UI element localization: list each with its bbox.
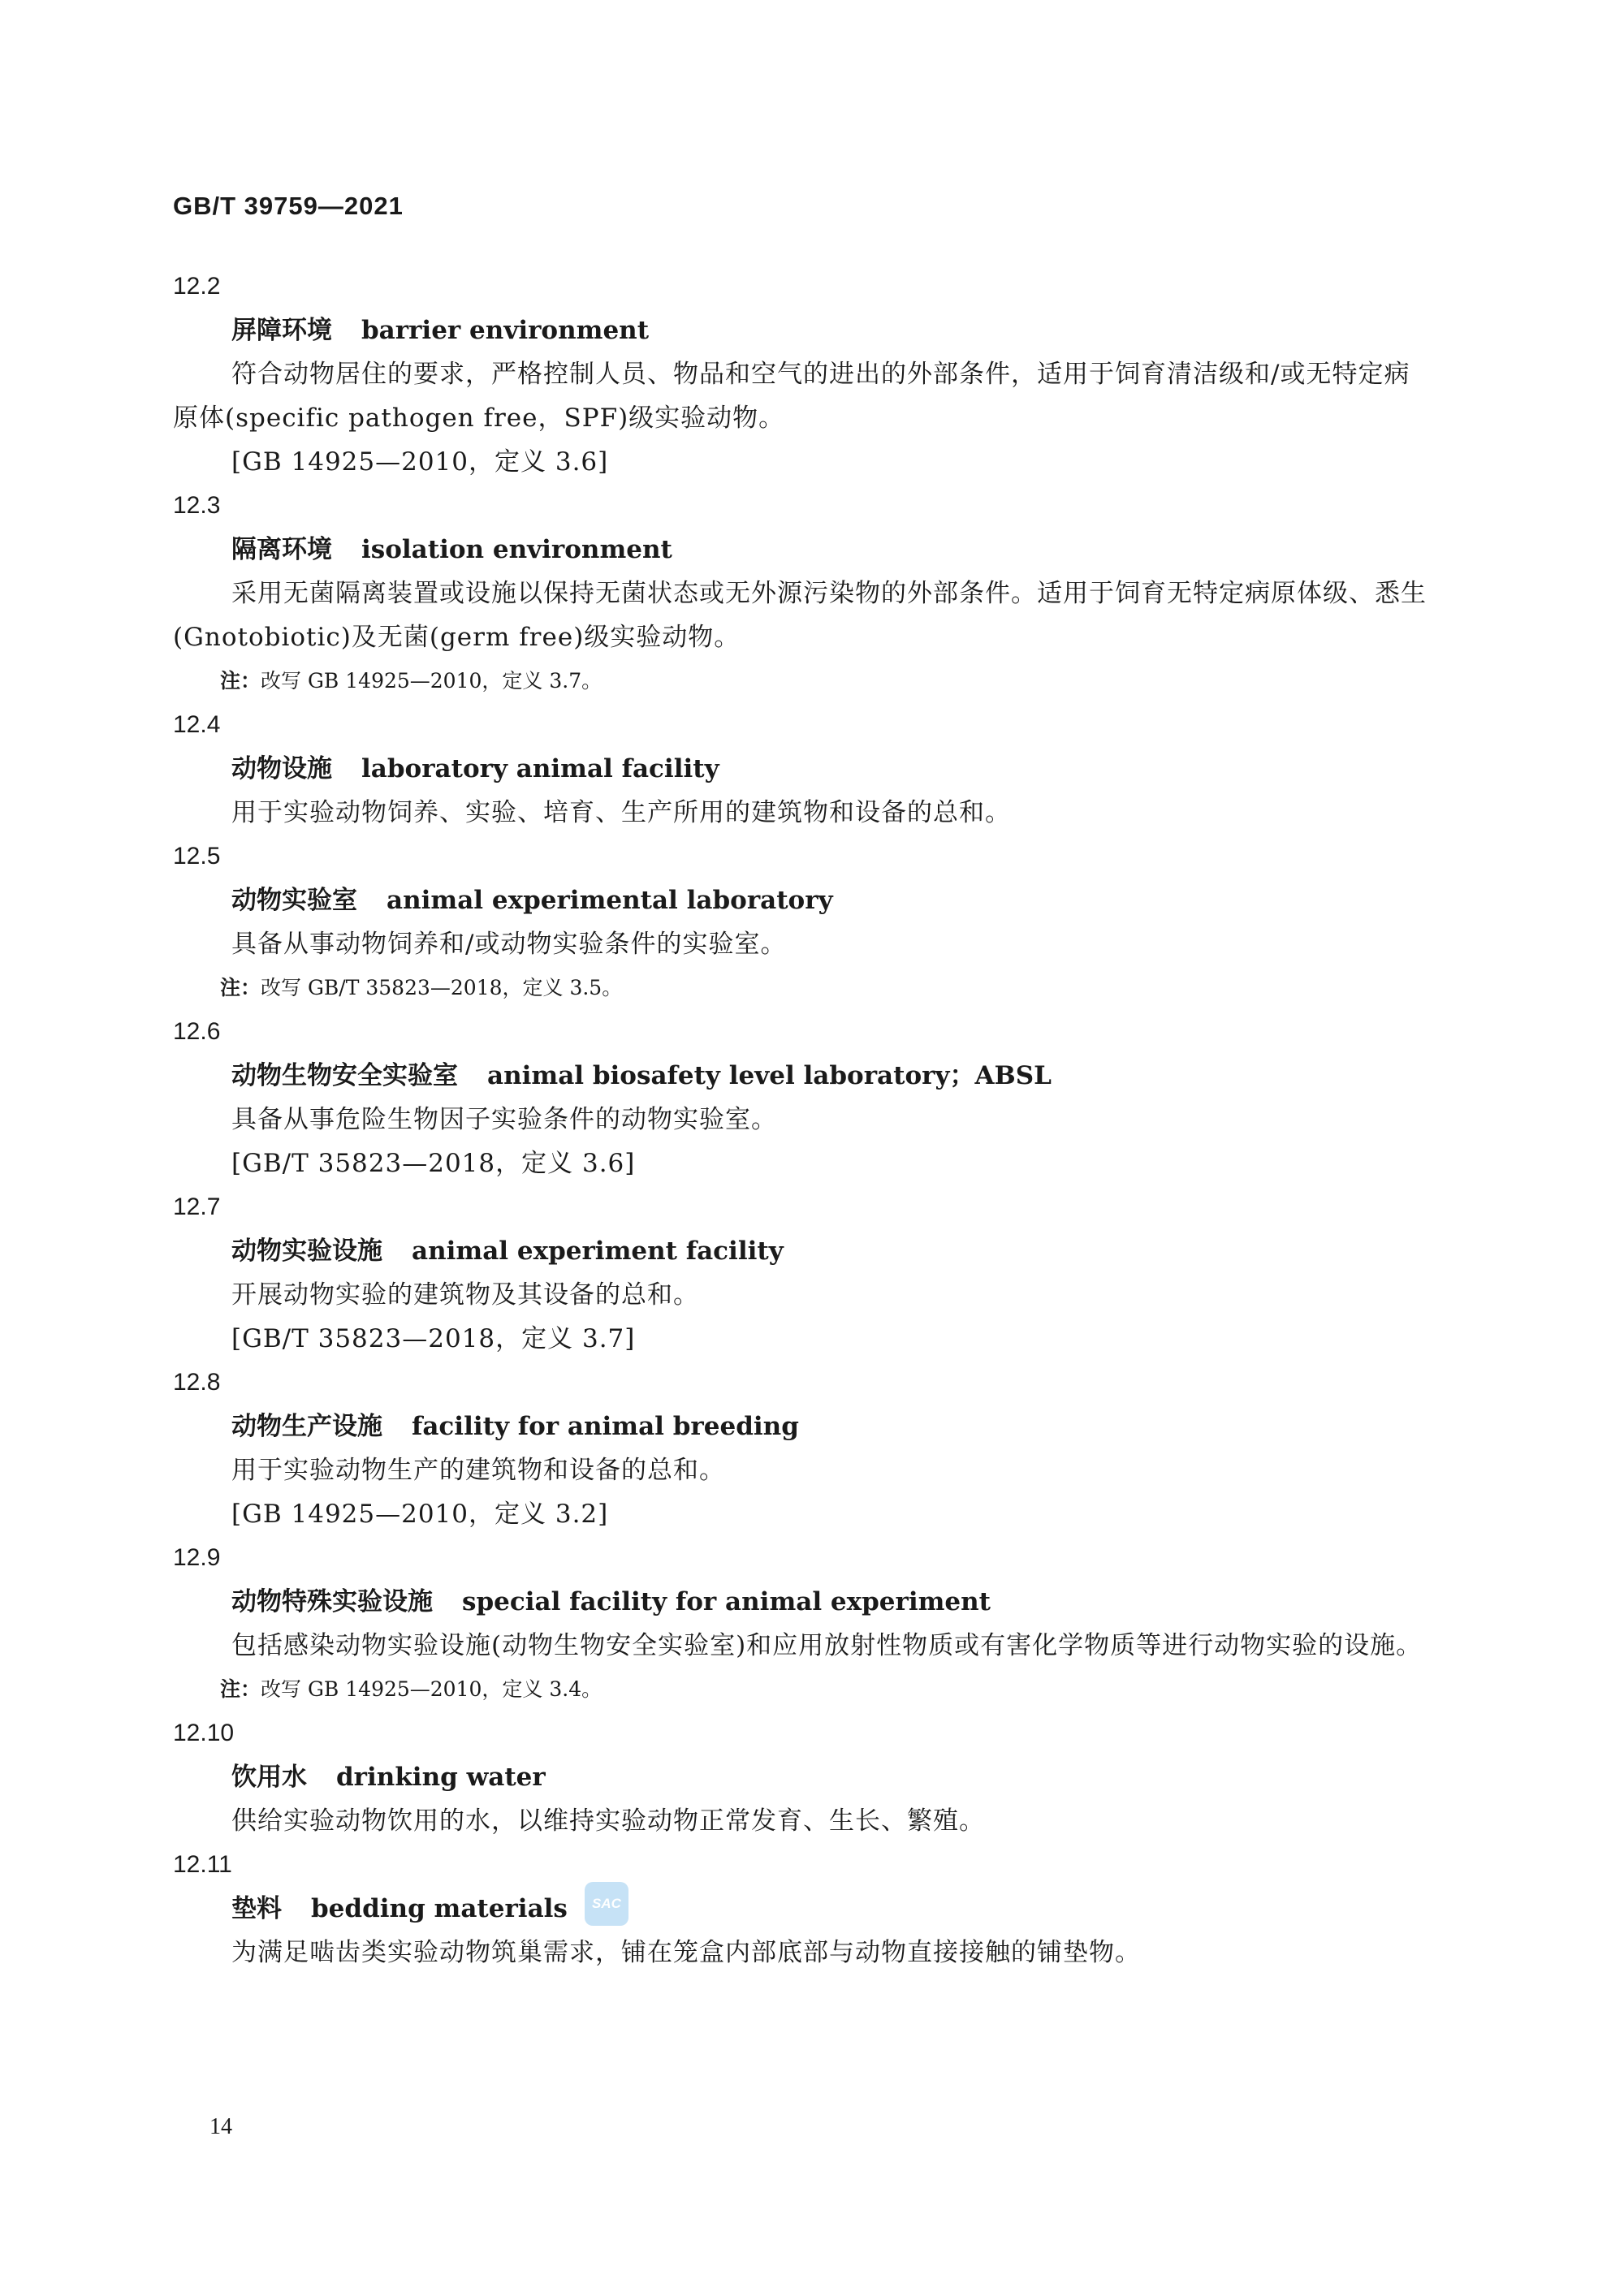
term-number: 12.11 <box>173 1851 232 1878</box>
term-english: special facility for animal experiment <box>462 1587 991 1616</box>
term-english: facility for animal breeding <box>412 1412 799 1441</box>
term-english: laboratory animal facility <box>361 754 719 783</box>
term-heading <box>173 309 1436 352</box>
page-number: 14 <box>209 2114 232 2139</box>
term-note <box>173 1668 1436 1711</box>
term-entry <box>173 1711 1436 1843</box>
term-source: [GB/T 35823—2018，定义 3.6] <box>231 1149 636 1178</box>
term-entry <box>173 703 1436 835</box>
term-source: [GB 14925—2010，定义 3.6] <box>231 447 609 477</box>
term-heading <box>173 528 1436 572</box>
term-entry <box>173 265 1436 484</box>
term-chinese: 动物设施 <box>231 754 332 783</box>
term-number: 12.6 <box>173 1018 221 1045</box>
term-note <box>173 659 1436 703</box>
term-english: isolation environment <box>361 535 672 564</box>
term-number: 12.7 <box>173 1193 221 1220</box>
term-english: animal experiment facility <box>412 1236 784 1266</box>
term-number: 12.8 <box>173 1369 221 1396</box>
term-heading <box>173 1580 1436 1624</box>
term-entry <box>173 1536 1436 1711</box>
note-text: 改写 GB 14925—2010，定义 3.4。 <box>261 1677 603 1701</box>
term-number: 12.2 <box>173 273 221 300</box>
term-entry <box>173 484 1436 703</box>
term-entry <box>173 1010 1436 1185</box>
term-heading <box>173 747 1436 791</box>
term-definition: 供给实验动物饮用的水，以维持实验动物正常发育、生长、繁殖。 <box>231 1806 985 1836</box>
note-label: 注： <box>220 669 261 693</box>
term-chinese: 动物特殊实验设施 <box>231 1587 433 1616</box>
term-chinese: 垫料 <box>231 1894 282 1923</box>
term-definition: 开展动物实验的建筑物及其设备的总和。 <box>231 1280 699 1310</box>
term-heading <box>173 1229 1436 1273</box>
term-number: 12.3 <box>173 492 221 519</box>
term-definition: 具备从事动物饲养和/或动物实验条件的实验室。 <box>231 930 787 959</box>
term-definition: 用于实验动物生产的建筑物和设备的总和。 <box>231 1456 725 1485</box>
term-heading <box>173 878 1436 922</box>
term-english: bedding materials <box>311 1894 568 1923</box>
term-chinese: 隔离环境 <box>231 535 332 564</box>
term-english: barrier environment <box>361 316 650 345</box>
term-chinese: 动物生物安全实验室 <box>231 1061 458 1090</box>
term-entry <box>173 1843 1436 1974</box>
note-label: 注： <box>220 1677 261 1701</box>
term-chinese: 屏障环境 <box>231 316 332 345</box>
term-number: 12.5 <box>173 843 221 870</box>
note-text: 改写 GB 14925—2010，定义 3.7。 <box>261 669 603 693</box>
term-chinese: 动物生产设施 <box>231 1412 382 1441</box>
term-heading <box>173 1755 1436 1799</box>
note-text: 改写 GB/T 35823—2018，定义 3.5。 <box>261 976 623 999</box>
term-chinese: 饮用水 <box>231 1763 307 1792</box>
term-definition: 采用无菌隔离装置或设施以保持无菌状态或无外源污染物的外部条件。适用于饲育无特定病原体级、悉生(Gnotobiotic)及无菌(germ free)级实验动物。 <box>173 579 1427 652</box>
term-entry <box>173 835 1436 1010</box>
term-entry <box>173 1185 1436 1361</box>
term-english: drinking water <box>336 1763 546 1792</box>
term-chinese: 动物实验室 <box>231 886 357 915</box>
term-heading <box>173 1887 1436 1931</box>
term-number: 12.9 <box>173 1544 221 1571</box>
term-number: 12.10 <box>173 1720 235 1746</box>
term-definition: 具备从事危险生物因子实验条件的动物实验室。 <box>231 1105 777 1134</box>
term-definition: 符合动物居住的要求，严格控制人员、物品和空气的进出的外部条件，适用于饲育清洁级和/或无特定病原体(specific pathogen free，SPF)级实验动物。 <box>173 360 1410 433</box>
term-entry <box>173 1361 1436 1536</box>
term-definition: 用于实验动物饲养、实验、培育、生产所用的建筑物和设备的总和。 <box>231 798 1011 827</box>
term-note <box>173 966 1436 1010</box>
term-chinese: 动物实验设施 <box>231 1236 382 1266</box>
term-definition: 为满足啮齿类实验动物筑巢需求，铺在笼盒内部底部与动物直接接触的铺垫物。 <box>231 1938 1141 1967</box>
term-source: [GB 14925—2010，定义 3.2] <box>231 1500 609 1529</box>
terms-content <box>173 265 1436 1974</box>
standard-code-header: GB/T 39759—2021 <box>173 192 404 220</box>
note-label: 注： <box>220 976 261 999</box>
term-number: 12.4 <box>173 711 221 738</box>
term-heading <box>173 1054 1436 1098</box>
term-source: [GB/T 35823—2018，定义 3.7] <box>231 1324 636 1353</box>
term-english: animal experimental laboratory <box>387 886 833 915</box>
term-heading <box>173 1405 1436 1448</box>
term-definition: 包括感染动物实验设施(动物生物安全实验室)和应用放射性物质或有害化学物质等进行动物实验的设施。 <box>231 1631 1423 1660</box>
term-english: animal biosafety level laboratory；ABSL <box>487 1061 1052 1090</box>
sac-watermark-logo: SAC <box>585 1882 628 1926</box>
